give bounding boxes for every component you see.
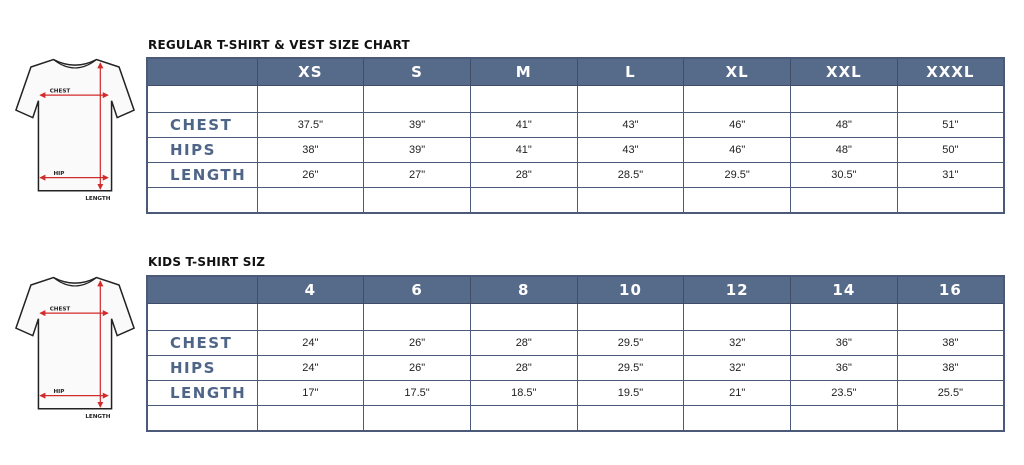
table-cell: 21" (684, 381, 791, 406)
table-cell: 36" (791, 356, 898, 381)
tshirt-outline (16, 278, 134, 409)
table-cell: 43" (577, 113, 684, 138)
table-cell: 38" (897, 331, 1004, 356)
header-corner (147, 276, 257, 304)
blank-row (147, 406, 1004, 432)
table-cell: 23.5" (791, 381, 898, 406)
table-cell: 48" (791, 138, 898, 163)
regular-chart-title: REGULAR T-SHIRT & VEST SIZE CHART (148, 38, 410, 52)
table-cell: 28" (470, 356, 577, 381)
table-cell: 28" (470, 163, 577, 188)
table-cell: 24" (257, 331, 364, 356)
kids-tshirt-diagram (10, 270, 140, 420)
table-cell: 43" (577, 138, 684, 163)
row-label-hips: HIPS (147, 138, 257, 163)
table-cell: 19.5" (577, 381, 684, 406)
table-cell: 29.5" (684, 163, 791, 188)
size-header: 6 (364, 276, 471, 304)
table-cell: 29.5" (577, 356, 684, 381)
table-cell: 50" (897, 138, 1004, 163)
diagram-chest-label: CHEST (49, 306, 71, 313)
table-cell: 26" (364, 356, 471, 381)
table-cell: 26" (364, 331, 471, 356)
diagram-hip-label: HIP (53, 388, 65, 395)
table-cell: 27" (364, 163, 471, 188)
size-header: S (364, 58, 471, 86)
table-cell: 17" (257, 381, 364, 406)
row-label-chest: CHEST (147, 113, 257, 138)
table-cell: 18.5" (470, 381, 577, 406)
size-header: 12 (684, 276, 791, 304)
kids-size-table (146, 275, 1005, 432)
size-header: XXL (791, 58, 898, 86)
table-cell: 36" (791, 331, 898, 356)
table-cell: 32" (684, 356, 791, 381)
blank-row (147, 304, 1004, 331)
row-label-length: LENGTH (147, 381, 257, 406)
table-cell: 39" (364, 113, 471, 138)
table-cell: 38" (897, 356, 1004, 381)
row-label-chest: CHEST (147, 331, 257, 356)
table-cell: 29.5" (577, 331, 684, 356)
size-header: M (470, 58, 577, 86)
table-cell: 24" (257, 356, 364, 381)
size-header: 10 (577, 276, 684, 304)
diagram-length-label: LENGTH (85, 196, 111, 202)
table-cell: 25.5" (897, 381, 1004, 406)
table-cell: 26" (257, 163, 364, 188)
table-cell: 48" (791, 113, 898, 138)
row-label-hips: HIPS (147, 356, 257, 381)
kids-chart-title: KIDS T-SHIRT SIZ (148, 255, 266, 269)
size-header: 14 (791, 276, 898, 304)
size-header-row (147, 276, 1004, 304)
table-cell: 32" (684, 331, 791, 356)
table-cell: 31" (897, 163, 1004, 188)
table-cell: 28.5" (577, 163, 684, 188)
table-cell: 17.5" (364, 381, 471, 406)
size-header: XL (684, 58, 791, 86)
diagram-chest-label: CHEST (49, 88, 71, 95)
table-row (147, 356, 1004, 381)
size-header: 16 (897, 276, 1004, 304)
size-header: 4 (257, 276, 364, 304)
table-cell: 46" (684, 113, 791, 138)
size-header: XS (257, 58, 364, 86)
diagram-length-label: LENGTH (85, 414, 111, 420)
table-cell: 37.5" (257, 113, 364, 138)
table-cell: 38" (257, 138, 364, 163)
table-cell: 51" (897, 113, 1004, 138)
diagram-hip-label: HIP (53, 170, 65, 177)
size-header: L (577, 58, 684, 86)
table-row (147, 331, 1004, 356)
table-cell: 30.5" (791, 163, 898, 188)
table-cell: 46" (684, 138, 791, 163)
table-cell: 28" (470, 331, 577, 356)
table-cell: 41" (470, 113, 577, 138)
table-row (147, 381, 1004, 406)
size-header: 8 (470, 276, 577, 304)
size-header: XXXL (897, 58, 1004, 86)
table-cell: 39" (364, 138, 471, 163)
row-label-length: LENGTH (147, 163, 257, 188)
table-cell: 41" (470, 138, 577, 163)
